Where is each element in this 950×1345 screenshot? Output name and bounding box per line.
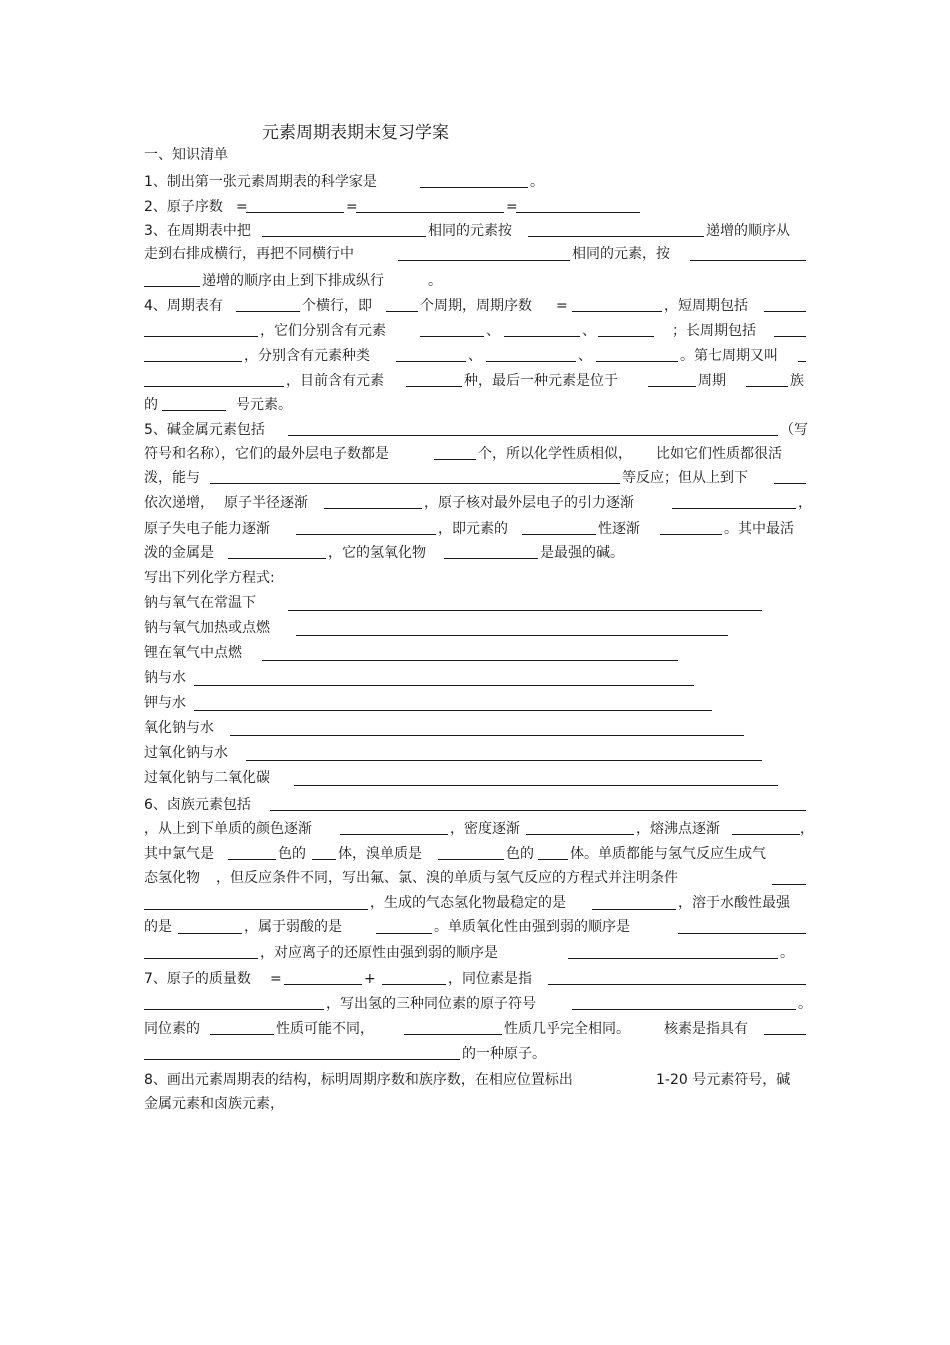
section-heading: 一、知识清单 xyxy=(144,147,228,163)
answer-blank[interactable] xyxy=(210,483,620,484)
answer-blank[interactable] xyxy=(210,1034,274,1035)
answer-blank[interactable] xyxy=(228,859,276,860)
question-5-text: 是最强的碱。 xyxy=(540,545,624,561)
answer-blank[interactable] xyxy=(162,410,226,411)
question-3-text: 相同的元素按 xyxy=(428,223,512,239)
equation-label: 过氧化钠与二氧化碳 xyxy=(144,770,270,786)
answer-blank[interactable] xyxy=(270,810,806,811)
question-7-text: ，写出氢的三种同位素的原子符号 xyxy=(326,996,536,1012)
question-7-end: 。 xyxy=(798,996,812,1012)
question-5-text: 个，所以化学性质相似， xyxy=(478,446,632,462)
question-4-text: ，分别含有元素种类 xyxy=(244,348,370,364)
answer-blank[interactable] xyxy=(288,435,778,436)
equations-heading: 写出下列化学方程式: xyxy=(144,570,275,586)
equation-label: 钠与氧气加热或点燃 xyxy=(144,620,270,636)
question-8-text: 1-20 号元素符号，碱 xyxy=(656,1072,791,1088)
answer-blank[interactable] xyxy=(144,286,200,287)
question-7-text: 性质几乎完全相同。 xyxy=(504,1021,630,1037)
equation-answer-line[interactable] xyxy=(294,785,778,786)
separator: 、 xyxy=(578,348,592,364)
answer-blank[interactable] xyxy=(236,311,300,312)
equals-sign: = xyxy=(556,298,568,314)
answer-blank[interactable] xyxy=(386,311,418,312)
answer-blank[interactable] xyxy=(356,212,504,213)
question-3-text: 走到右排成横行，再把不同横行中 xyxy=(144,246,354,262)
equation-answer-line[interactable] xyxy=(288,610,762,611)
question-5-text: 泼，能与 xyxy=(144,470,200,486)
answer-blank[interactable] xyxy=(486,361,576,362)
answer-blank[interactable] xyxy=(144,909,368,910)
answer-blank[interactable] xyxy=(434,459,476,460)
answer-blank[interactable] xyxy=(144,386,284,387)
question-2-text: 2、原子序数 xyxy=(144,199,223,215)
question-7-text: 的一种原子。 xyxy=(462,1046,546,1062)
answer-blank[interactable] xyxy=(340,834,448,835)
answer-blank[interactable] xyxy=(144,1059,460,1060)
page-title: 元素周期表期末复习学案 xyxy=(262,123,449,143)
equation-answer-line[interactable] xyxy=(194,685,694,686)
answer-blank[interactable] xyxy=(798,361,806,362)
question-4-text: 个横行，即 xyxy=(302,298,372,314)
answer-blank[interactable] xyxy=(732,834,800,835)
answer-blank[interactable] xyxy=(382,984,446,985)
question-6-text: ，属于弱酸的是 xyxy=(244,919,342,935)
separator: 、 xyxy=(582,323,596,339)
equation-answer-line[interactable] xyxy=(194,710,712,711)
equation-answer-line[interactable] xyxy=(246,760,762,761)
question-4-text: 的 xyxy=(144,397,158,413)
answer-blank[interactable] xyxy=(528,236,704,237)
question-4-text: 。第七周期又叫 xyxy=(680,348,778,364)
question-6-text: 色的 xyxy=(278,846,306,862)
answer-blank[interactable] xyxy=(548,984,806,985)
equation-label: 锂在氧气中点燃 xyxy=(144,645,242,661)
answer-blank[interactable] xyxy=(144,336,258,337)
answer-blank[interactable] xyxy=(404,1034,502,1035)
answer-blank[interactable] xyxy=(598,336,654,337)
question-7-text: ，同位素是指 xyxy=(448,971,532,987)
question-6-text: ，溶于水酸性最强 xyxy=(678,895,790,911)
question-3-text: 3、在周期表中把 xyxy=(144,223,251,239)
question-5-text: ，原子核对最外层电子的引力逐渐 xyxy=(424,495,634,511)
question-4-text: 4、周期表有 xyxy=(144,298,223,314)
answer-blank[interactable] xyxy=(774,483,806,484)
answer-blank[interactable] xyxy=(592,909,676,910)
answer-blank[interactable] xyxy=(444,558,538,559)
answer-blank[interactable] xyxy=(262,236,426,237)
question-7-text: 核素是指具有 xyxy=(664,1021,748,1037)
answer-blank[interactable] xyxy=(178,933,242,934)
question-6-text: 态氢化物 xyxy=(144,870,200,886)
answer-blank[interactable] xyxy=(648,386,696,387)
question-4-text: 周期 xyxy=(698,373,726,389)
equals-sign: = xyxy=(346,199,358,215)
answer-blank[interactable] xyxy=(596,361,678,362)
answer-blank[interactable] xyxy=(144,958,258,959)
question-5-text: 5、碱金属元素包括 xyxy=(144,422,265,438)
question-6-text: 的是 xyxy=(144,919,172,935)
question-5-text: （写 xyxy=(780,422,808,438)
question-6-text: ， xyxy=(800,821,814,837)
answer-blank[interactable] xyxy=(144,1009,324,1010)
question-5-text: 泼的金属是 xyxy=(144,545,214,561)
answer-blank[interactable] xyxy=(690,260,806,261)
question-6-text: 其中氯气是 xyxy=(144,846,214,862)
answer-blank[interactable] xyxy=(764,1034,806,1035)
question-6-text: 色的 xyxy=(506,846,534,862)
answer-blank[interactable] xyxy=(420,187,528,188)
equation-answer-line[interactable] xyxy=(230,735,744,736)
answer-blank[interactable] xyxy=(406,386,462,387)
question-6-text: 。单质氧化性由强到弱的顺序是 xyxy=(434,919,630,935)
equation-answer-line[interactable] xyxy=(296,635,728,636)
answer-blank[interactable] xyxy=(312,859,336,860)
question-5-text: 比如它们性质都很活 xyxy=(656,446,782,462)
answer-blank[interactable] xyxy=(398,260,570,261)
answer-blank[interactable] xyxy=(746,386,788,387)
question-6-text: ，从上到下单质的颜色逐渐 xyxy=(144,821,312,837)
answer-blank[interactable] xyxy=(672,508,796,509)
answer-blank[interactable] xyxy=(438,859,504,860)
question-6-text: ，对应离子的还原性由强到弱的顺序是 xyxy=(260,945,498,961)
question-6-text: ，熔沸点逐渐 xyxy=(636,821,720,837)
question-4-text: 族 xyxy=(790,373,804,389)
question-5-text: 原子失电子能力逐渐 xyxy=(144,521,270,537)
question-8-text: 8、画出元素周期表的结构，标明周期序数和族序数，在相应位置标出 xyxy=(144,1072,573,1088)
question-7-text: 7、原子的质量数 xyxy=(144,971,251,987)
answer-blank[interactable] xyxy=(284,984,362,985)
question-1-end: 。 xyxy=(530,174,544,190)
equation-answer-line[interactable] xyxy=(262,660,678,661)
question-5-text: ， xyxy=(798,495,812,511)
question-5-text: 符号和名称），它们的最外层电子数都是 xyxy=(144,446,389,462)
answer-blank[interactable] xyxy=(572,1009,796,1010)
answer-blank[interactable] xyxy=(516,212,640,213)
question-5-text: 性逐渐 xyxy=(598,521,640,537)
answer-blank[interactable] xyxy=(568,958,778,959)
question-5-text: 。其中最活 xyxy=(724,521,794,537)
question-4-text: ，短周期包括 xyxy=(664,298,748,314)
question-6-text: ，生成的气态氢化物最稳定的是 xyxy=(370,895,566,911)
question-4-text: ，它们分别含有元素 xyxy=(260,323,386,339)
answer-blank[interactable] xyxy=(144,361,242,362)
question-4-text: 个周期，周期序数 xyxy=(420,298,532,314)
equation-label: 钠与水 xyxy=(144,670,186,686)
question-3-text: 递增的顺序从 xyxy=(706,223,790,239)
separator: 、 xyxy=(468,348,482,364)
equation-label: 钾与水 xyxy=(144,695,186,711)
question-5-text: 依次递增， xyxy=(144,495,214,511)
answer-blank[interactable] xyxy=(396,361,466,362)
question-6-text: 体，溴单质是 xyxy=(338,846,422,862)
answer-blank[interactable] xyxy=(504,336,580,337)
question-5-text: 等反应；但从上到下 xyxy=(622,470,748,486)
answer-blank[interactable] xyxy=(774,336,806,337)
question-7-text: 同位素的 xyxy=(144,1021,200,1037)
question-8-text: 金属元素和卤族元素， xyxy=(144,1096,284,1112)
question-5-text: 原子半径逐渐 xyxy=(224,495,308,511)
answer-blank[interactable] xyxy=(296,534,436,535)
equals-sign: = xyxy=(506,199,518,215)
question-3-text: 相同的元素，按 xyxy=(572,246,670,262)
question-3-end: 。 xyxy=(428,273,442,289)
answer-blank[interactable] xyxy=(324,508,422,509)
answer-blank[interactable] xyxy=(678,933,806,934)
question-4-text: ；长周期包括 xyxy=(672,323,756,339)
question-6-text: ，密度逐渐 xyxy=(450,821,520,837)
question-6-text: 体。单质都能与氢气反应生成气 xyxy=(570,846,766,862)
question-1-text: 1、制出第一张元素周期表的科学家是 xyxy=(144,174,377,190)
equation-label: 过氧化钠与水 xyxy=(144,745,228,761)
equation-label: 钠与氧气在常温下 xyxy=(144,595,256,611)
answer-blank[interactable] xyxy=(246,212,344,213)
answer-blank[interactable] xyxy=(572,311,662,312)
answer-blank[interactable] xyxy=(376,933,432,934)
question-6-text: 6、卤族元素包括 xyxy=(144,797,251,813)
question-4-text: ，目前含有元素 xyxy=(286,373,384,389)
equation-label: 氧化钠与水 xyxy=(144,720,214,736)
plus-sign: + xyxy=(364,971,376,987)
answer-blank[interactable] xyxy=(228,558,326,559)
question-3-text: 递增的顺序由上到下排成纵行 xyxy=(202,273,384,289)
answer-blank[interactable] xyxy=(526,834,634,835)
answer-blank[interactable] xyxy=(660,534,722,535)
question-4-text: 种，最后一种元素是位于 xyxy=(464,373,618,389)
answer-blank[interactable] xyxy=(772,884,806,885)
equals-sign: = xyxy=(236,199,248,215)
question-4-text: 号元素。 xyxy=(236,397,292,413)
question-5-text: ，它的氢氧化物 xyxy=(328,545,426,561)
answer-blank[interactable] xyxy=(522,534,596,535)
question-6-text: ，但反应条件不同，写出氟、氯、溴的单质与氢气反应的方程式并注明条件 xyxy=(216,870,678,886)
answer-blank[interactable] xyxy=(538,859,568,860)
answer-blank[interactable] xyxy=(420,336,484,337)
separator: 、 xyxy=(486,323,500,339)
equals-sign: = xyxy=(270,971,282,987)
question-6-end: 。 xyxy=(780,945,794,961)
question-5-text: ，即元素的 xyxy=(438,521,508,537)
question-7-text: 性质可能不同， xyxy=(276,1021,374,1037)
answer-blank[interactable] xyxy=(764,311,806,312)
